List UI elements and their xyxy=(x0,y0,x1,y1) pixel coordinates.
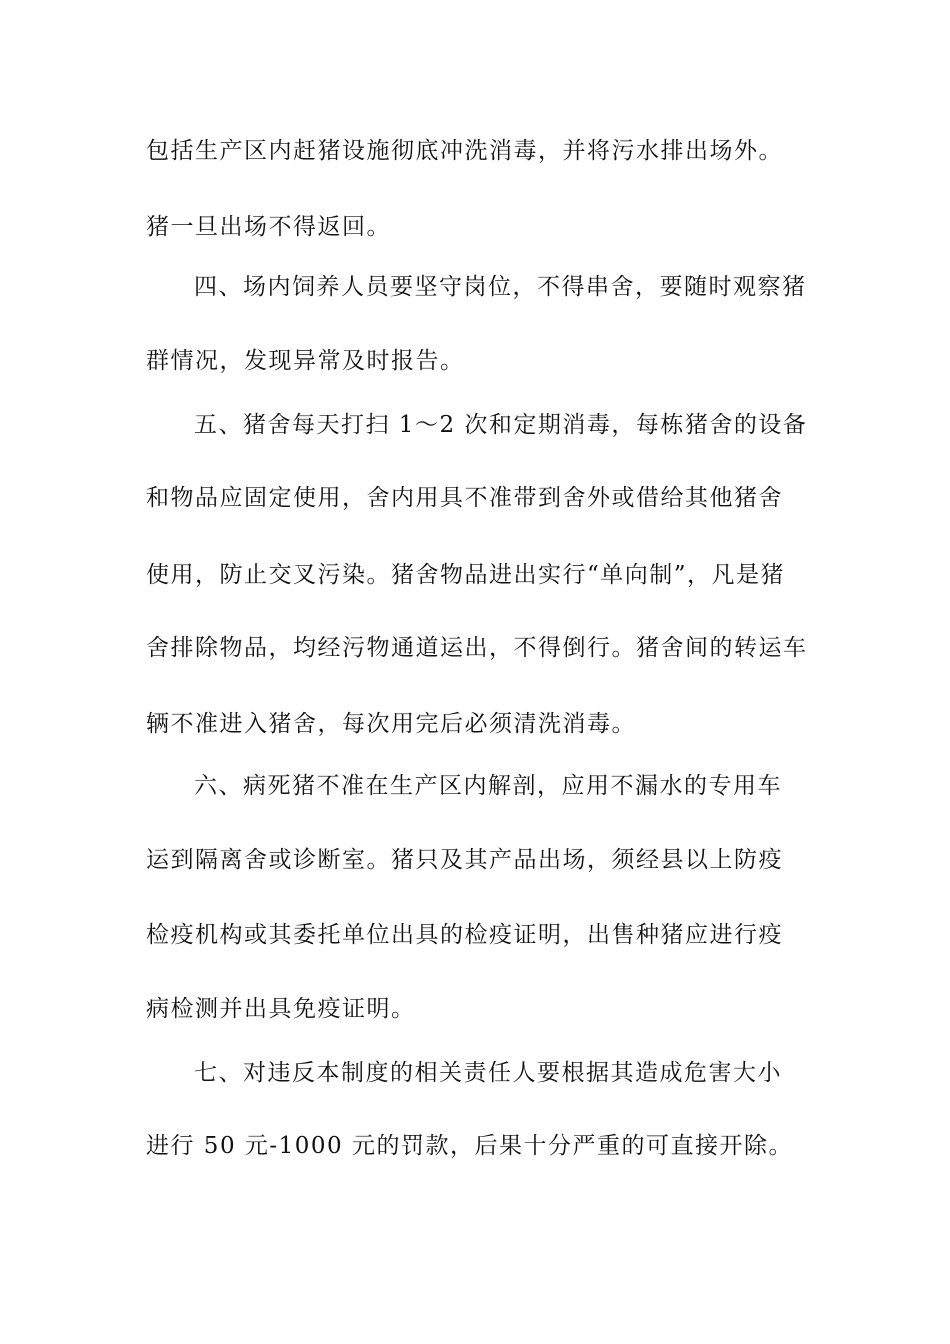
text-line: 使用，防止交叉污染。猪舍物品进出实行“单向制”，凡是猪 xyxy=(146,562,786,588)
text-line: 病检测并出具免疫证明。 xyxy=(146,996,416,1022)
paragraph-six-start: 六、病死猪不准在生产区内解剖，应用不漏水的专用车 xyxy=(194,773,782,799)
paragraph-five-start: 五、猪舍每天打扫 1～2 次和定期消毒，每栋猪舍的设备 xyxy=(194,412,808,438)
text-line: 群情况，发现异常及时报告。 xyxy=(146,348,465,374)
text-line: 进行 50 元-1000 元的罚款，后果十分严重的可直接开除。 xyxy=(146,1133,794,1159)
text-line: 辆不准进入猪舍，每次用完后必须清洗消毒。 xyxy=(146,711,636,737)
text-line: 运到隔离舍或诊断室。猪只及其产品出场，须经县以上防疫 xyxy=(146,847,783,873)
paragraph-seven-start: 七、对违反本制度的相关责任人要根据其造成危害大小 xyxy=(194,1060,782,1086)
text-line: 和物品应固定使用，舍内用具不准带到舍外或借给其他猪舍 xyxy=(146,485,783,511)
text-line: 舍排除物品，均经污物通道运出，不得倒行。猪舍间的转运车 xyxy=(146,635,808,661)
text-line: 检疫机构或其委托单位出具的检疫证明，出售种猪应进行疫 xyxy=(146,922,783,948)
text-line: 猪一旦出场不得返回。 xyxy=(146,214,391,240)
text-line: 包括生产区内赶猪设施彻底冲洗消毒，并将污水排出场外。 xyxy=(146,138,783,164)
paragraph-four-start: 四、场内饲养人员要坚守岗位，不得串舍，要随时观察猪 xyxy=(194,274,807,300)
